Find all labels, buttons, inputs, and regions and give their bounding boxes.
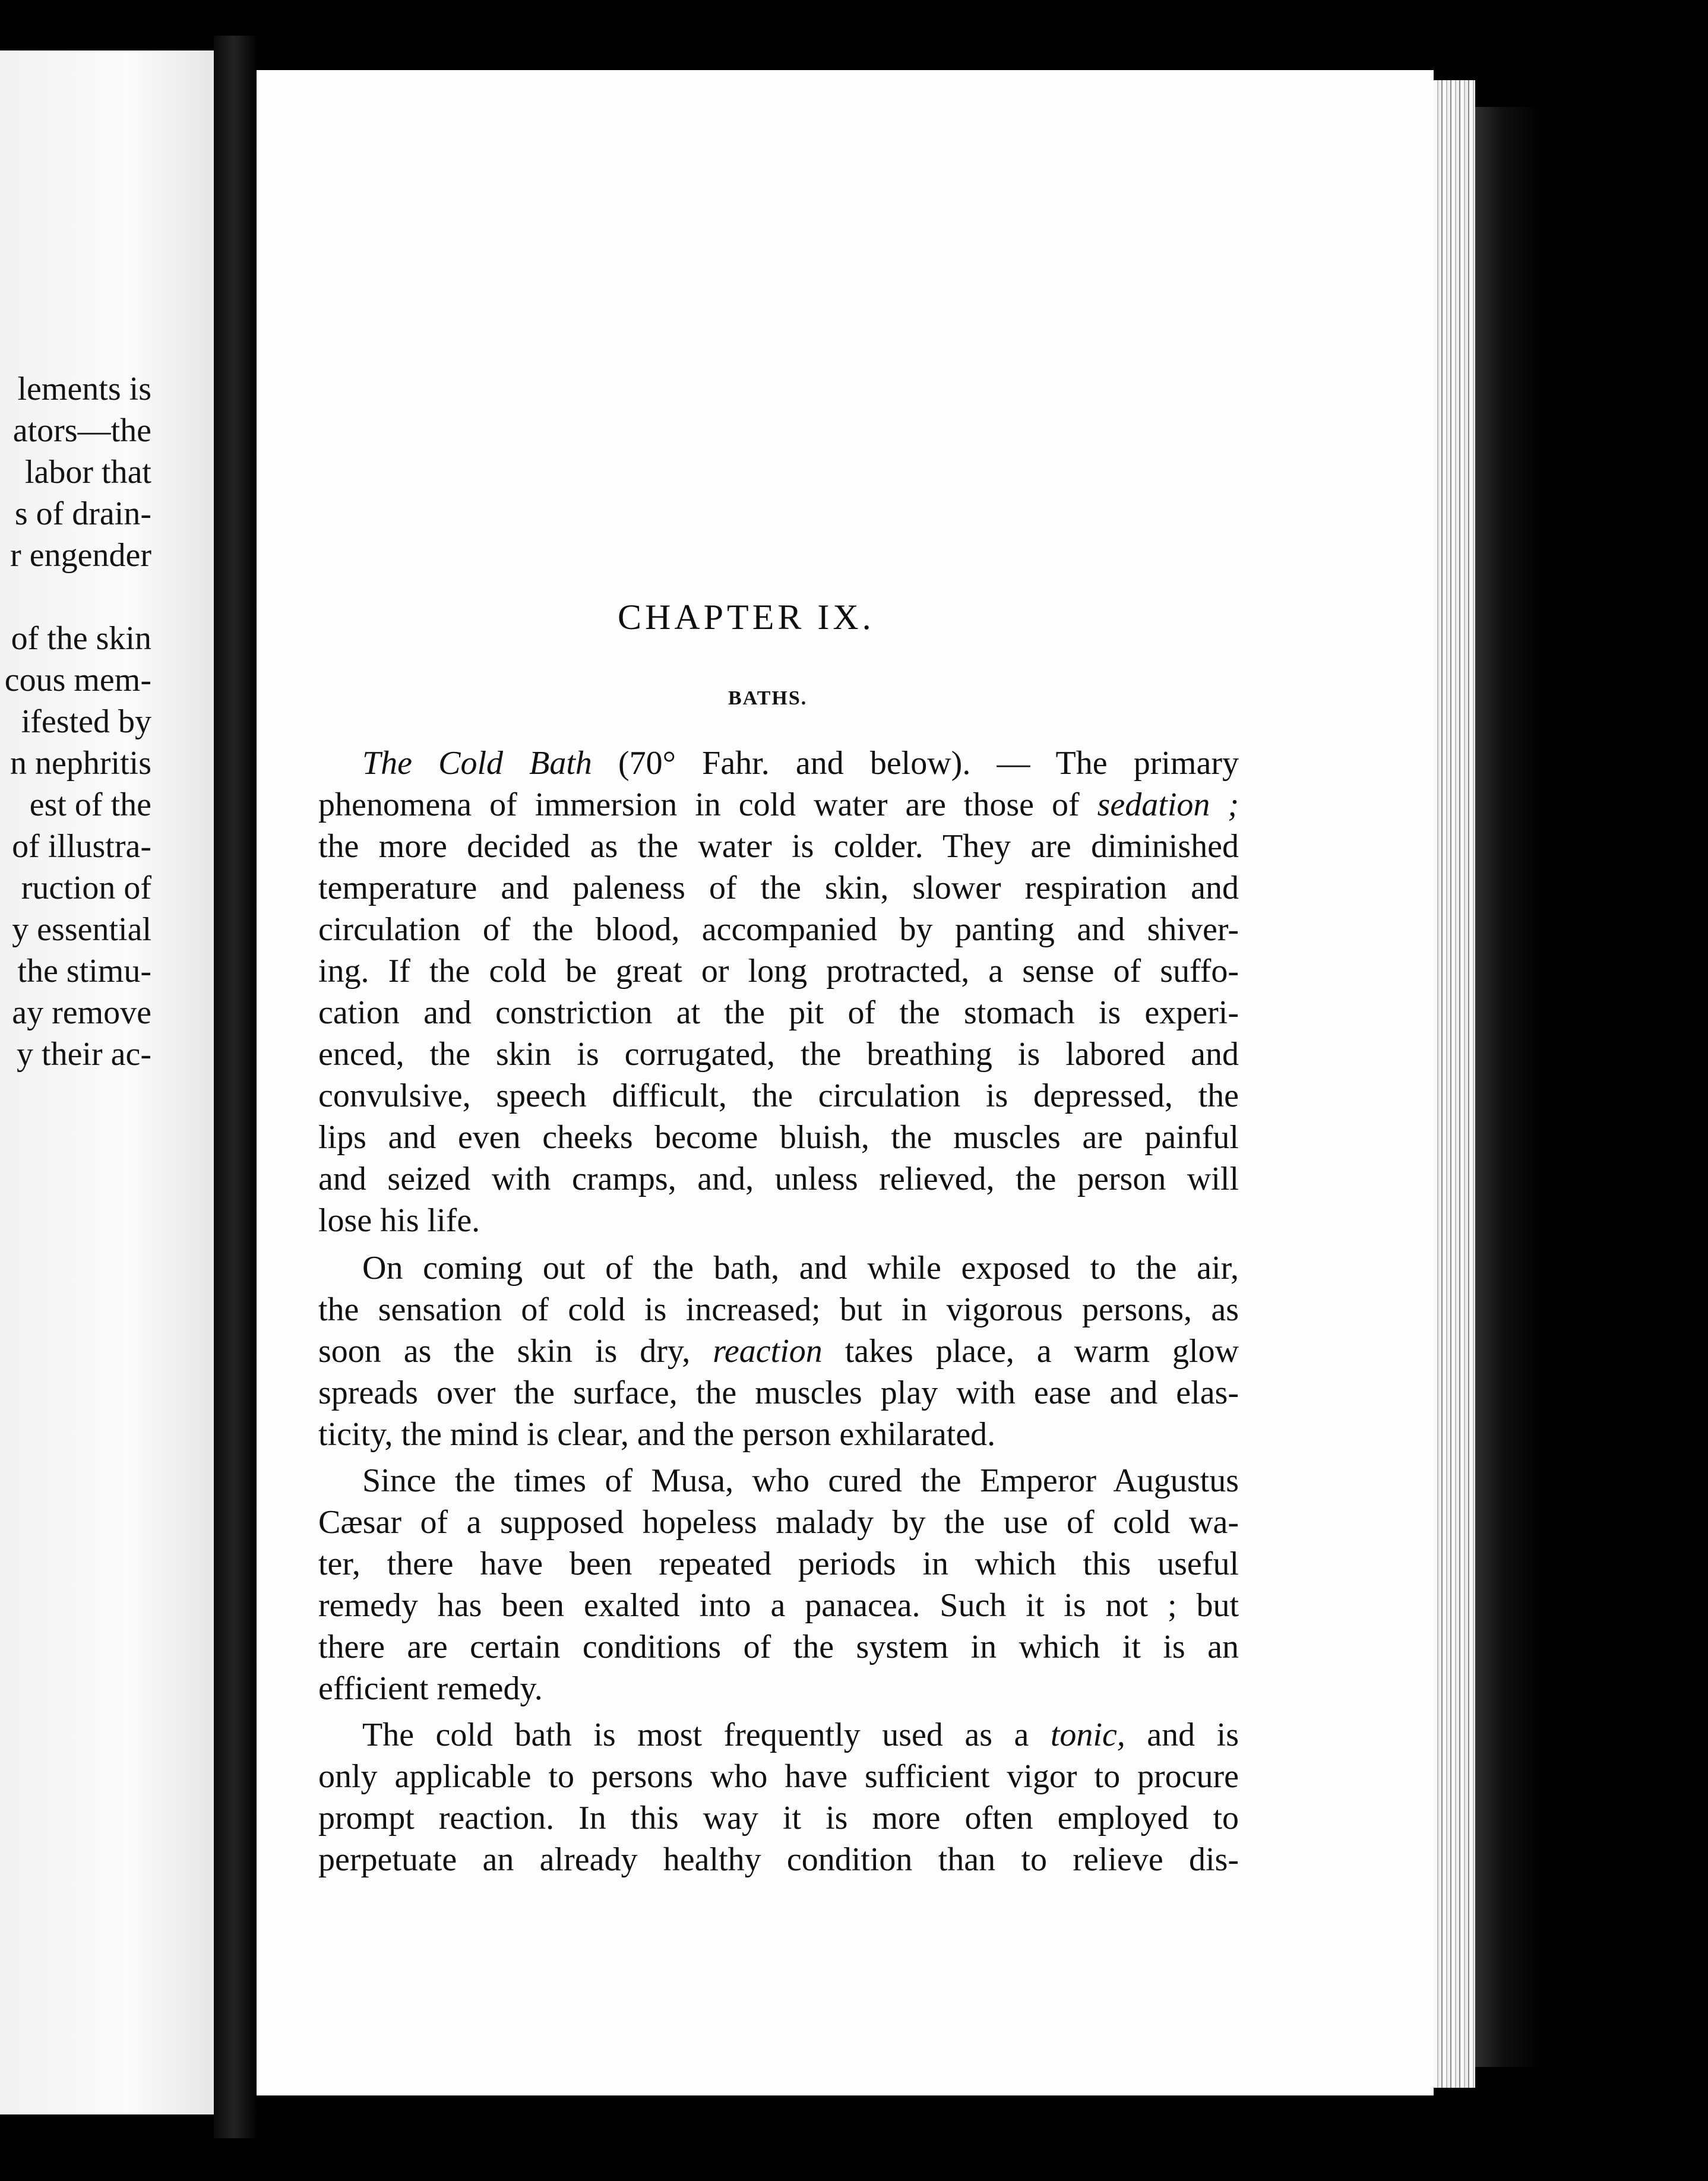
paragraph-line: Since the times of Musa, who cured the Emperor Augustus <box>362 1462 1239 1499</box>
facing-line: n nephritis <box>10 745 151 782</box>
paragraph-line: only applicable to persons who have sufficient vigor to procure <box>318 1758 1239 1795</box>
paragraph-line: efficient remedy. <box>318 1670 543 1707</box>
paragraph-line: convulsive, speech difficult, the circulation is depressed, the <box>318 1077 1239 1114</box>
facing-line: s of drain- <box>14 495 151 532</box>
paragraph-line: remedy has been exalted into a panacea. Such it is not ; but <box>318 1587 1239 1624</box>
paragraph-line: the more decided as the water is colder. They are diminished <box>318 828 1239 865</box>
text-span: (70° Fahr. and below). — The primary <box>592 745 1239 782</box>
paragraph-line: Cæsar of a supposed hopeless malady by the use of cold wa- <box>318 1504 1239 1541</box>
text-span: takes place, a warm glow <box>822 1333 1239 1370</box>
term-reaction: reaction <box>713 1333 823 1370</box>
term-sedation: sedation ; <box>1097 786 1239 823</box>
facing-line: ay remove <box>12 994 151 1031</box>
facing-line: of illustra- <box>12 828 151 865</box>
paragraph-line <box>318 784 1239 826</box>
paragraph-line: circulation of the blood, accompanied by panting and shiver- <box>318 911 1239 948</box>
paragraph-line: ing. If the cold be great or long protracted, a sense of suffo- <box>318 953 1239 990</box>
facing-line: ifested by <box>21 703 151 740</box>
section-title: BATHS. <box>728 687 808 709</box>
text-span: phenomena of immersion in cold water are those of <box>318 786 1080 823</box>
paragraph-line: there are certain conditions of the system in which it is an <box>318 1629 1239 1665</box>
term-tonic: tonic, <box>1050 1717 1125 1753</box>
facing-line: of the skin <box>11 620 151 657</box>
text-span: The cold bath is most frequently used as a <box>362 1717 1051 1753</box>
paragraph-line: the sensation of cold is increased; but in vigorous persons, as <box>318 1291 1239 1328</box>
book-cover-edge <box>1475 107 1541 2067</box>
page-edges <box>1434 80 1475 2088</box>
facing-line: labor that <box>24 454 151 491</box>
paragraph-line: ter, there have been repeated periods in which this useful <box>318 1545 1239 1582</box>
text-span: soon as the skin is dry, <box>318 1333 713 1370</box>
term-cold-bath: The Cold Bath <box>362 745 592 782</box>
paragraph-line: temperature and paleness of the skin, slower respiration and <box>318 870 1239 906</box>
paragraph-line: cation and constriction at the pit of the stomach is experi- <box>318 994 1239 1031</box>
paragraph-line: perpetuate an already healthy condition than to relieve dis- <box>318 1841 1239 1878</box>
paragraph-line: enced, the skin is corrugated, the breathing is labored and <box>318 1036 1239 1073</box>
facing-line: y essential <box>12 911 151 948</box>
facing-line: lements is <box>17 371 151 407</box>
paragraph-line: lose his life. <box>318 1202 480 1239</box>
facing-line: ruction of <box>21 870 151 906</box>
chapter-title: CHAPTER IX. <box>618 598 875 637</box>
facing-page <box>0 50 214 2114</box>
paragraph-line: spreads over the surface, the muscles play with ease and elas- <box>318 1374 1239 1411</box>
facing-line: the stimu- <box>17 953 151 990</box>
paragraph-line: On coming out of the bath, and while exposed to the air, <box>362 1250 1239 1287</box>
book-gutter <box>214 36 258 2138</box>
paragraph-line <box>362 1714 1239 1756</box>
paragraph-line: ticity, the mind is clear, and the person exhilarated. <box>318 1416 996 1453</box>
paragraph-line: and seized with cramps, and, unless relieved, the person will <box>318 1161 1239 1197</box>
paragraph-line <box>362 742 1239 784</box>
facing-line: est of the <box>29 786 151 823</box>
facing-line: r engender <box>10 537 151 574</box>
facing-line: y their ac- <box>17 1036 151 1073</box>
facing-line: ators—the <box>12 412 151 449</box>
paragraph-line <box>318 1330 1239 1372</box>
facing-line: cous mem- <box>4 662 151 698</box>
paragraph-line: prompt reaction. In this way it is more often employed to <box>318 1800 1239 1837</box>
text-span: and is <box>1125 1717 1239 1753</box>
paragraph-line: lips and even cheeks become bluish, the muscles are painful <box>318 1119 1239 1156</box>
